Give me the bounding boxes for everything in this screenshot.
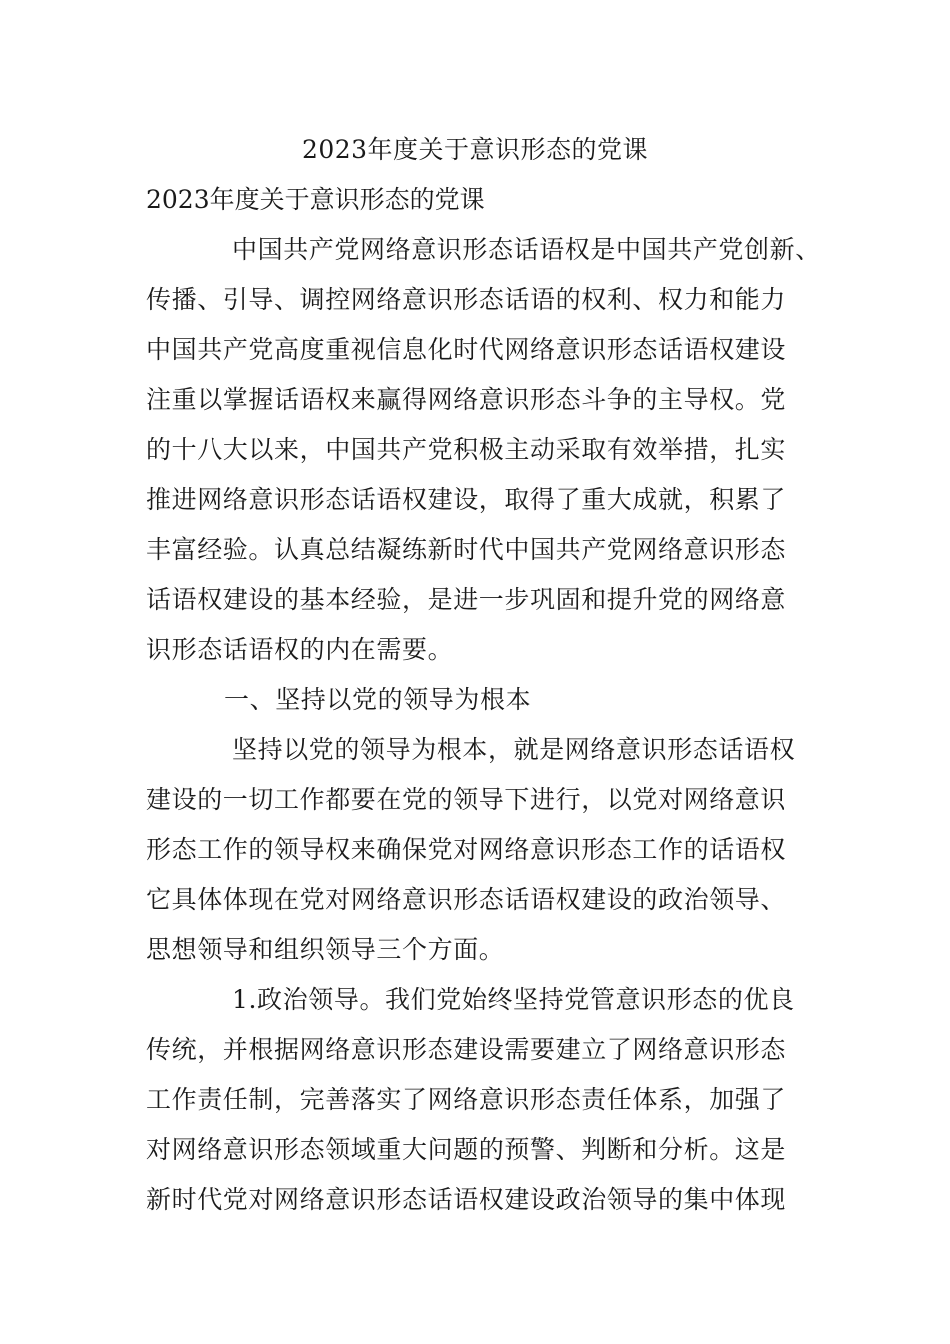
paragraph-line: 传播、引导、调控网络意识形态话语的权利、权力和能力 [146, 285, 787, 314]
paragraph-line: 形态工作的领导权来确保党对网络意识形态工作的话语权 [146, 835, 787, 864]
paragraph-line: 注重以掌握话语权来赢得网络意识形态斗争的主导权。党 [146, 385, 787, 414]
section-heading: 一、坚持以党的领导为根本 [224, 685, 532, 714]
paragraph-line: 的十八大以来，中国共产党积极主动采取有效举措，扎实 [146, 435, 787, 464]
paragraph-line: 它具体体现在党对网络意识形态话语权建设的政治领导、 [146, 885, 787, 914]
paragraph-line: 中国共产党高度重视信息化时代网络意识形态话语权建设 [146, 335, 787, 364]
paragraph-line: 工作责任制，完善落实了网络意识形态责任体系，加强了 [146, 1085, 787, 1114]
paragraph-line: 建设的一切工作都要在党的领导下进行，以党对网络意识 [146, 785, 787, 814]
paragraph-line: 传统，并根据网络意识形态建设需要建立了网络意识形态 [146, 1035, 787, 1064]
paragraph-line: 1.政治领导。我们党始终坚持党管意识形态的优良 [232, 985, 795, 1014]
paragraph-line: 坚持以党的领导为根本，就是网络意识形态话语权 [232, 735, 796, 764]
paragraph-line: 丰富经验。认真总结凝练新时代中国共产党网络意识形态 [146, 535, 787, 564]
paragraph-line: 识形态话语权的内在需要。 [146, 635, 454, 664]
paragraph-line: 新时代党对网络意识形态话语权建设政治领导的集中体现 [146, 1185, 787, 1214]
paragraph-line: 推进网络意识形态话语权建设，取得了重大成就，积累了 [146, 485, 787, 514]
paragraph-line: 中国共产党网络意识形态话语权是中国共产党创新、 [232, 235, 821, 264]
document-title: 2023年度关于意识形态的党课 [301, 135, 649, 164]
paragraph-line: 话语权建设的基本经验，是进一步巩固和提升党的网络意 [146, 585, 787, 614]
paragraph-line: 思想领导和组织领导三个方面。 [146, 935, 505, 964]
paragraph-line: 对网络意识形态领域重大问题的预警、判断和分析。这是 [146, 1135, 787, 1164]
document-subtitle: 2023年度关于意识形态的党课 [146, 185, 485, 214]
